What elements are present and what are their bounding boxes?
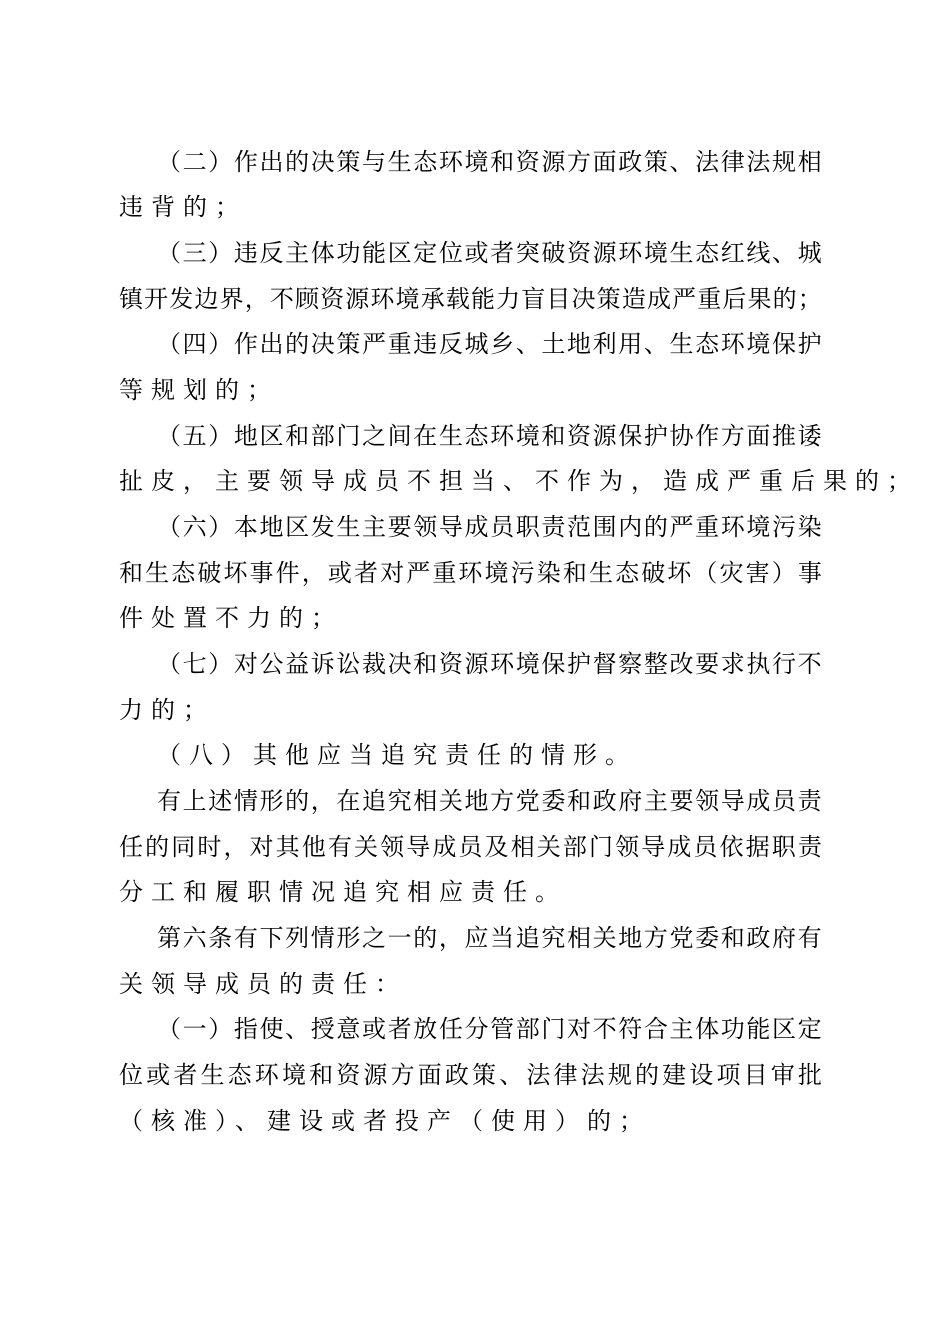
text-line: 第 六 条 有 下 列 情 形 之 一 的 ， 应 当 追 究 相 关 地 方 党 委 和 政 府 有 — [157, 924, 822, 952]
text-line: 力的； — [119, 696, 215, 724]
text-line: 违背的； — [119, 193, 247, 221]
text-line: 镇 开 发 边 界 ， 不 顾 资 源 环 境 承 载 能 力 盲 目 决 策 造 成 严 重 后 果 的 ； — [119, 285, 822, 313]
text-line: 和 生 态 破 坏 事 件 ， 或 者 对 严 重 环 境 污 染 和 生 态 破 坏 （ 灾 害 ） 事 — [119, 559, 822, 587]
text-line: 任 的 同 时 ， 对 其 他 有 关 领 导 成 员 及 相 关 部 门 领 导 成 员 依 据 职 责 — [119, 833, 822, 861]
text-line: 分工和履职情况追究相应责任。 — [119, 878, 567, 906]
text-line: （八）其他应当追究责任的情形。 — [157, 741, 637, 769]
text-line: 件处置不力的； — [119, 604, 343, 632]
text-line: （ 七 ） 对 公 益 诉 讼 裁 决 和 资 源 环 境 保 护 督 察 整 改 要 求 执 行 不 — [157, 650, 822, 678]
text-line: 位 或 者 生 态 环 境 和 资 源 方 面 政 策 、 法 律 法 规 的 建 设 项 目 审 批 — [119, 1061, 822, 1089]
text-line: 关领导成员的责任： — [119, 970, 407, 998]
text-line: （核准）、建设或者投产（使用）的； — [119, 1107, 651, 1135]
text-line: 等规划的； — [119, 376, 279, 404]
text-line: （ 四 ） 作 出 的 决 策 严 重 违 反 城 乡 、 土 地 利 用 、 生 态 环 境 保 护 — [157, 330, 822, 358]
text-line: （ 五 ） 地 区 和 部 门 之 间 在 生 态 环 境 和 资 源 保 护 协 作 方 面 推 诿 — [157, 422, 822, 450]
text-line: （ 六 ） 本 地 区 发 生 主 要 领 导 成 员 职 责 范 围 内 的 严 重 环 境 污 染 — [157, 513, 822, 541]
text-line: 扯皮，主要领导成员不担当、不作为，造成严重后果的； — [119, 467, 919, 495]
text-line: （ 一 ） 指 使 、 授 意 或 者 放 任 分 管 部 门 对 不 符 合 主 体 功 能 区 定 — [157, 1015, 822, 1043]
text-line: 有 上 述 情 形 的 ， 在 追 究 相 关 地 方 党 委 和 政 府 主 要 领 导 成 员 责 — [157, 787, 822, 815]
text-line: （ 三 ） 违 反 主 体 功 能 区 定 位 或 者 突 破 资 源 环 境 生 态 红 线 、 城 — [157, 239, 822, 267]
text-line: （ 二 ） 作 出 的 决 策 与 生 态 环 境 和 资 源 方 面 政 策 、 法 律 法 规 相 — [157, 148, 822, 176]
